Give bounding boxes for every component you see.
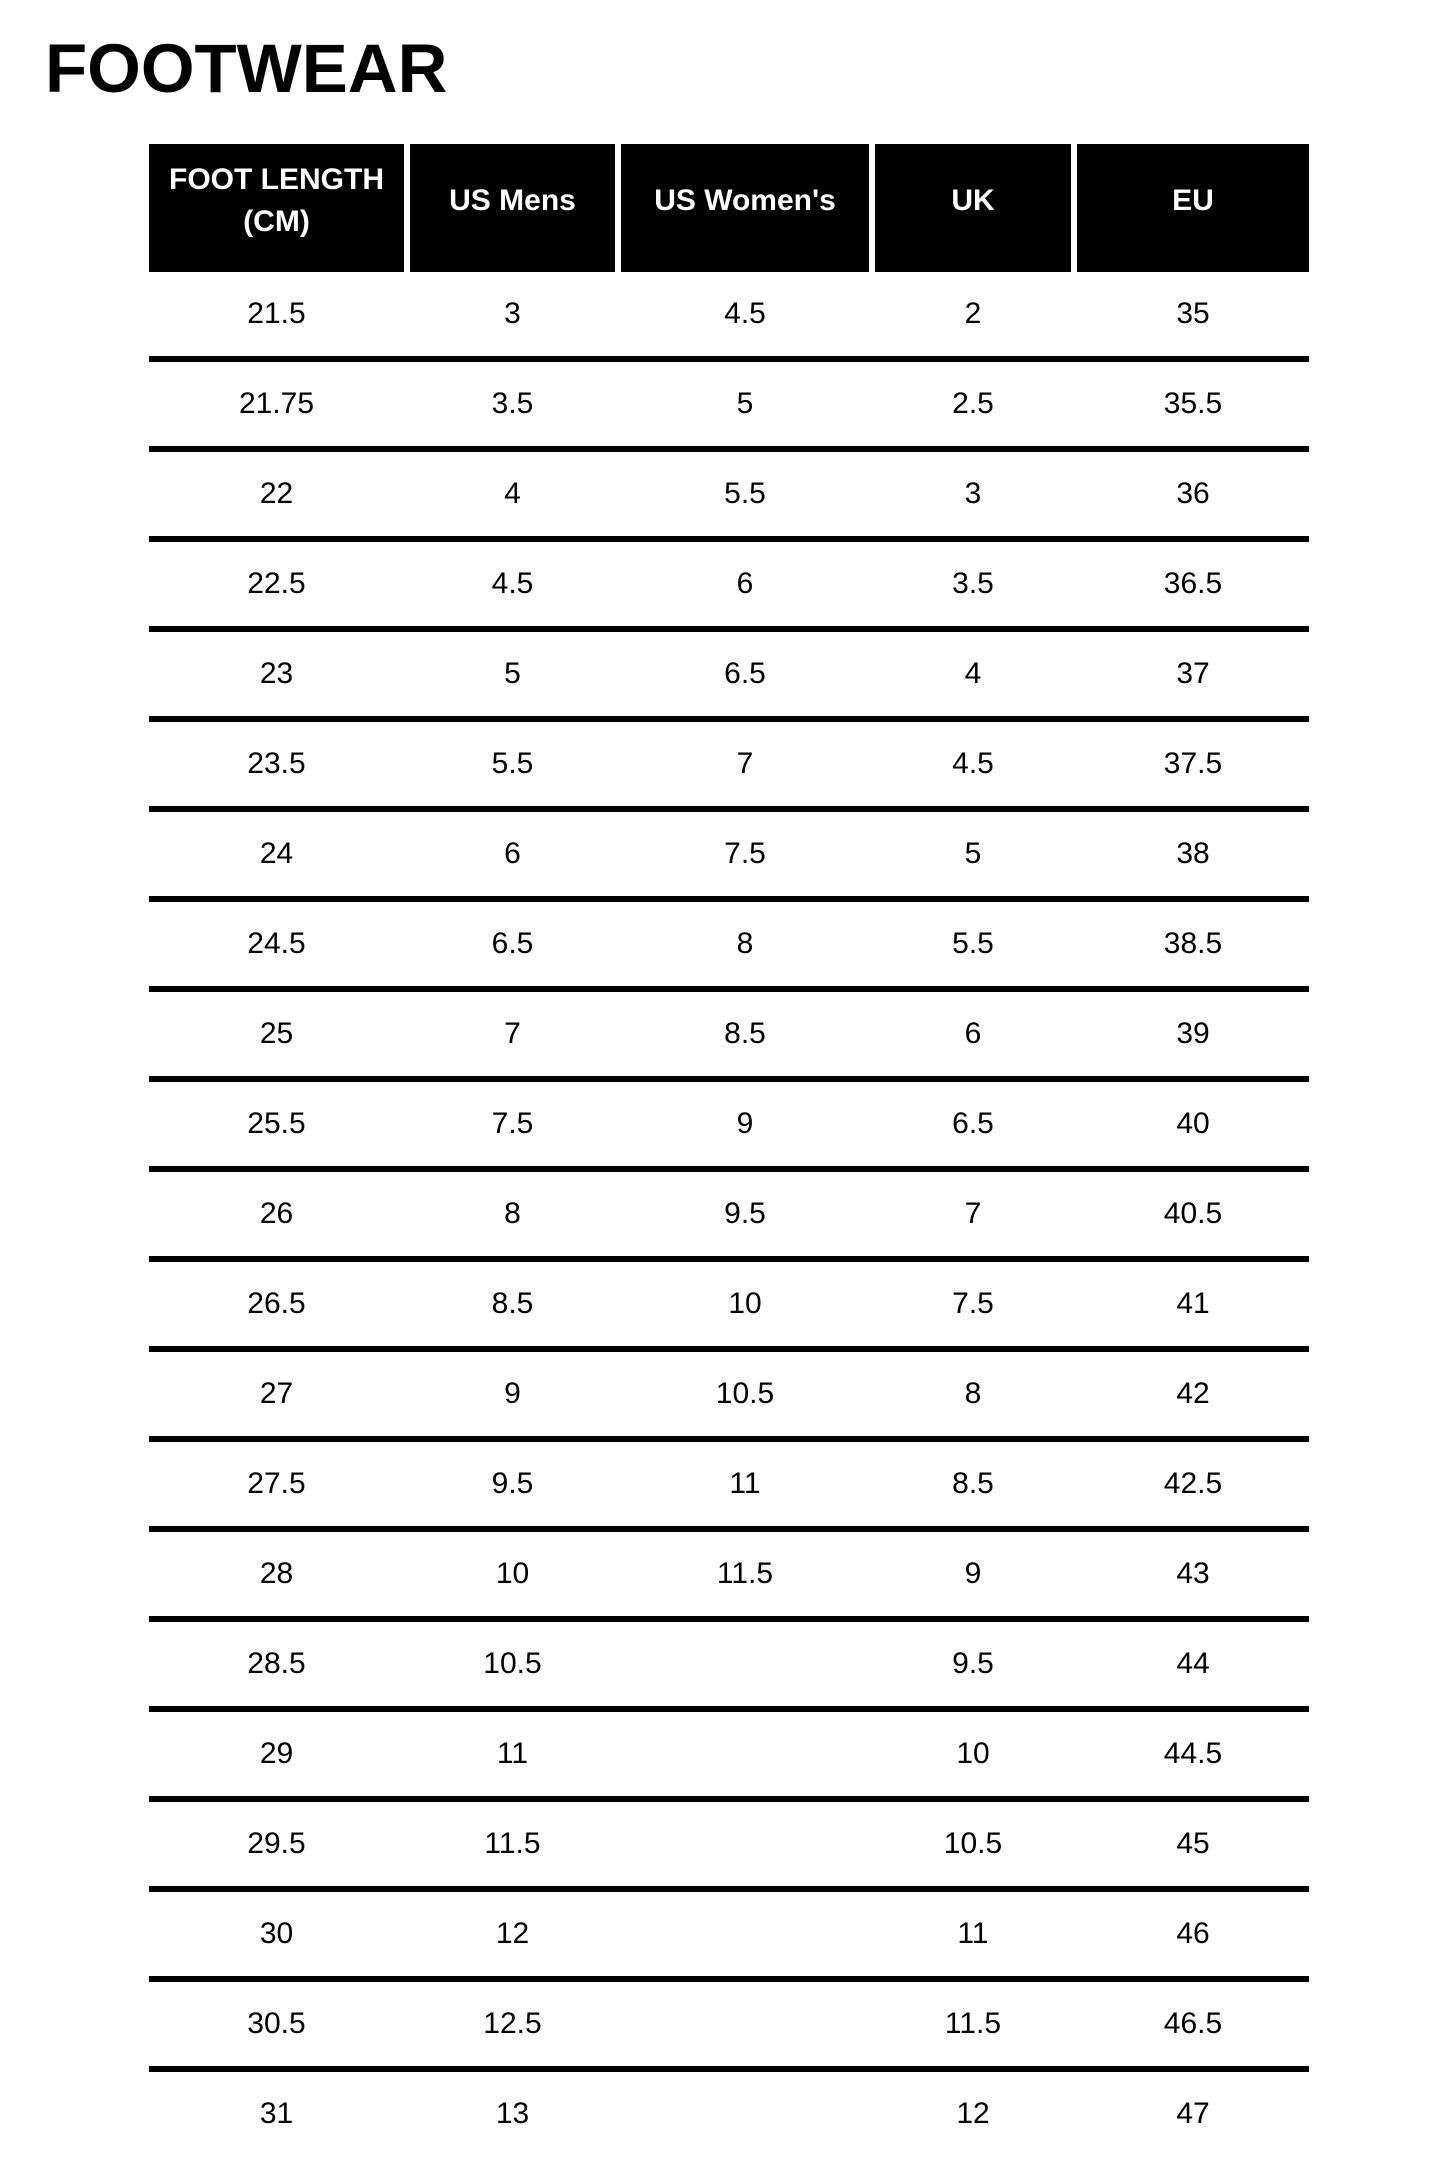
cell-us-womens: 7: [736, 747, 754, 780]
table-row: [149, 272, 1309, 362]
cell-us-mens: 12: [495, 1917, 530, 1950]
cell-foot-length-cm: 22: [259, 477, 294, 510]
cell-foot-length-cm: 24.5: [247, 927, 306, 960]
cell-us-womens: 10.5: [715, 1377, 775, 1410]
cell-uk: 2.5: [952, 387, 994, 420]
table-row: [149, 1172, 1309, 1262]
cell-foot-length-cm: 28: [259, 1557, 294, 1590]
cell-foot-length-cm: 23: [259, 657, 294, 690]
table-row: [149, 1892, 1309, 1982]
cell-eu: 43: [1176, 1557, 1210, 1590]
table-row: [149, 2072, 1309, 2156]
cell-uk: 10.5: [943, 1827, 1003, 1860]
table-row: [149, 362, 1309, 452]
cell-us-mens: 5.5: [491, 747, 534, 780]
cell-uk: 11: [957, 1917, 989, 1950]
cell-us-mens: 7.5: [491, 1107, 534, 1140]
table-row: [149, 1622, 1309, 1712]
cell-eu: 42: [1176, 1377, 1210, 1410]
cell-uk: 9: [964, 1557, 982, 1590]
cell-eu: 45: [1176, 1827, 1210, 1860]
cell-us-mens: 8.5: [491, 1287, 534, 1320]
cell-uk: 5: [964, 837, 982, 870]
column-header-us-mens: US Mens: [410, 144, 615, 272]
cell-eu: 35: [1176, 297, 1210, 330]
cell-foot-length-cm: 24: [259, 837, 294, 870]
cell-uk: 8: [964, 1377, 982, 1410]
table-row: [149, 1082, 1309, 1172]
cell-us-mens: 9: [504, 1377, 521, 1410]
cell-foot-length-cm: 30: [259, 1917, 294, 1950]
cell-us-mens: 3.5: [491, 387, 534, 420]
cell-uk: 11.5: [944, 2007, 1002, 2040]
cell-eu: 47: [1176, 2097, 1210, 2130]
cell-eu: 37.5: [1163, 747, 1223, 780]
cell-uk: 7: [964, 1197, 982, 1230]
cell-uk: 6: [964, 1017, 982, 1050]
cell-eu: 38.5: [1163, 927, 1223, 960]
cell-us-womens: 5: [736, 387, 754, 420]
cell-eu: 38: [1176, 837, 1210, 870]
cell-us-womens: 11: [729, 1467, 761, 1500]
cell-us-mens: 4.5: [491, 567, 534, 600]
cell-foot-length-cm: 21.5: [247, 297, 306, 330]
cell-us-mens: 9.5: [491, 1467, 534, 1500]
cell-uk: 5.5: [952, 927, 994, 960]
cell-us-mens: 8: [504, 1197, 521, 1230]
cell-eu: 44.5: [1163, 1737, 1223, 1770]
cell-eu: 44: [1176, 1647, 1210, 1680]
cell-uk: 4.5: [952, 747, 994, 780]
cell-eu: 35.5: [1163, 387, 1223, 420]
cell-us-womens: 11.5: [716, 1557, 774, 1590]
cell-uk: 12: [956, 2097, 990, 2130]
cell-uk: 2: [964, 297, 982, 330]
cell-us-womens: 6: [736, 567, 754, 600]
table-row: [149, 902, 1309, 992]
cell-eu: 41: [1176, 1287, 1210, 1320]
table-row: [149, 722, 1309, 812]
cell-foot-length-cm: 22.5: [247, 567, 306, 600]
cell-foot-length-cm: 28.5: [247, 1647, 306, 1680]
table-row: [149, 992, 1309, 1082]
cell-foot-length-cm: 25.5: [247, 1107, 306, 1140]
cell-eu: 46: [1176, 1917, 1210, 1950]
column-header-foot-length-cm: FOOT LENGTH (CM): [149, 144, 404, 272]
cell-foot-length-cm: 21.75: [238, 387, 315, 420]
cell-foot-length-cm: 26.5: [247, 1287, 306, 1320]
table-row: [149, 1982, 1309, 2072]
column-header-uk: UK: [875, 144, 1071, 272]
cell-foot-length-cm: 30.5: [247, 2007, 306, 2040]
cell-foot-length-cm: 31: [259, 2097, 294, 2130]
column-header-us-womens: US Women's: [621, 144, 869, 272]
table-row: [149, 1262, 1309, 1352]
cell-us-mens: 4: [504, 477, 521, 510]
page-title: FOOTWEAR: [45, 30, 448, 107]
footwear-size-table: [149, 144, 1309, 2156]
cell-eu: 42.5: [1163, 1467, 1223, 1500]
table-row: [149, 542, 1309, 632]
cell-us-womens: 10: [728, 1287, 762, 1320]
cell-us-mens: 7: [504, 1017, 521, 1050]
cell-foot-length-cm: 27.5: [247, 1467, 306, 1500]
cell-us-womens: 4.5: [724, 297, 766, 330]
cell-us-womens: 5.5: [724, 477, 766, 510]
cell-eu: 36.5: [1163, 567, 1223, 600]
table-row: [149, 1712, 1309, 1802]
cell-uk: 7.5: [952, 1287, 994, 1320]
cell-foot-length-cm: 23.5: [247, 747, 306, 780]
cell-us-mens: 6.5: [491, 927, 534, 960]
table-body: [149, 272, 1309, 2156]
cell-us-mens: 12.5: [483, 2007, 542, 2040]
cell-us-womens: 6.5: [724, 657, 766, 690]
table-header-row: [149, 144, 1309, 272]
cell-foot-length-cm: 26: [259, 1197, 294, 1230]
cell-uk: 8.5: [952, 1467, 994, 1500]
cell-us-womens: 9: [736, 1107, 754, 1140]
cell-us-mens: 6: [504, 837, 521, 870]
cell-uk: 3.5: [952, 567, 994, 600]
table-row: [149, 1352, 1309, 1442]
cell-uk: 3: [964, 477, 982, 510]
cell-us-mens: 11.5: [484, 1827, 541, 1860]
cell-uk: 4: [964, 657, 982, 690]
table-row: [149, 812, 1309, 902]
cell-foot-length-cm: 27: [259, 1377, 294, 1410]
cell-eu: 40: [1176, 1107, 1210, 1140]
cell-uk: 6.5: [952, 1107, 994, 1140]
table-row: [149, 452, 1309, 542]
cell-us-womens: 8: [736, 927, 754, 960]
cell-eu: 39: [1176, 1017, 1210, 1050]
table-row: [149, 1442, 1309, 1532]
cell-us-mens: 11: [496, 1737, 529, 1770]
column-header-eu: EU: [1077, 144, 1309, 272]
cell-us-mens: 10.5: [483, 1647, 542, 1680]
table-row: [149, 632, 1309, 722]
cell-us-womens: 8.5: [724, 1017, 766, 1050]
table-row: [149, 1802, 1309, 1892]
cell-foot-length-cm: 29.5: [247, 1827, 306, 1860]
table-row: [149, 1532, 1309, 1622]
cell-us-mens: 3: [504, 297, 521, 330]
cell-foot-length-cm: 25: [259, 1017, 294, 1050]
cell-us-mens: 13: [495, 2097, 530, 2130]
cell-eu: 46.5: [1163, 2007, 1223, 2040]
cell-us-mens: 10: [495, 1557, 530, 1590]
cell-us-womens: 7.5: [724, 837, 766, 870]
cell-uk: 10: [956, 1737, 990, 1770]
cell-us-womens: 9.5: [724, 1197, 766, 1230]
cell-eu: 40.5: [1163, 1197, 1223, 1230]
cell-foot-length-cm: 29: [259, 1737, 294, 1770]
cell-us-mens: 5: [504, 657, 521, 690]
cell-uk: 9.5: [952, 1647, 994, 1680]
cell-eu: 37: [1176, 657, 1210, 690]
cell-eu: 36: [1176, 477, 1210, 510]
